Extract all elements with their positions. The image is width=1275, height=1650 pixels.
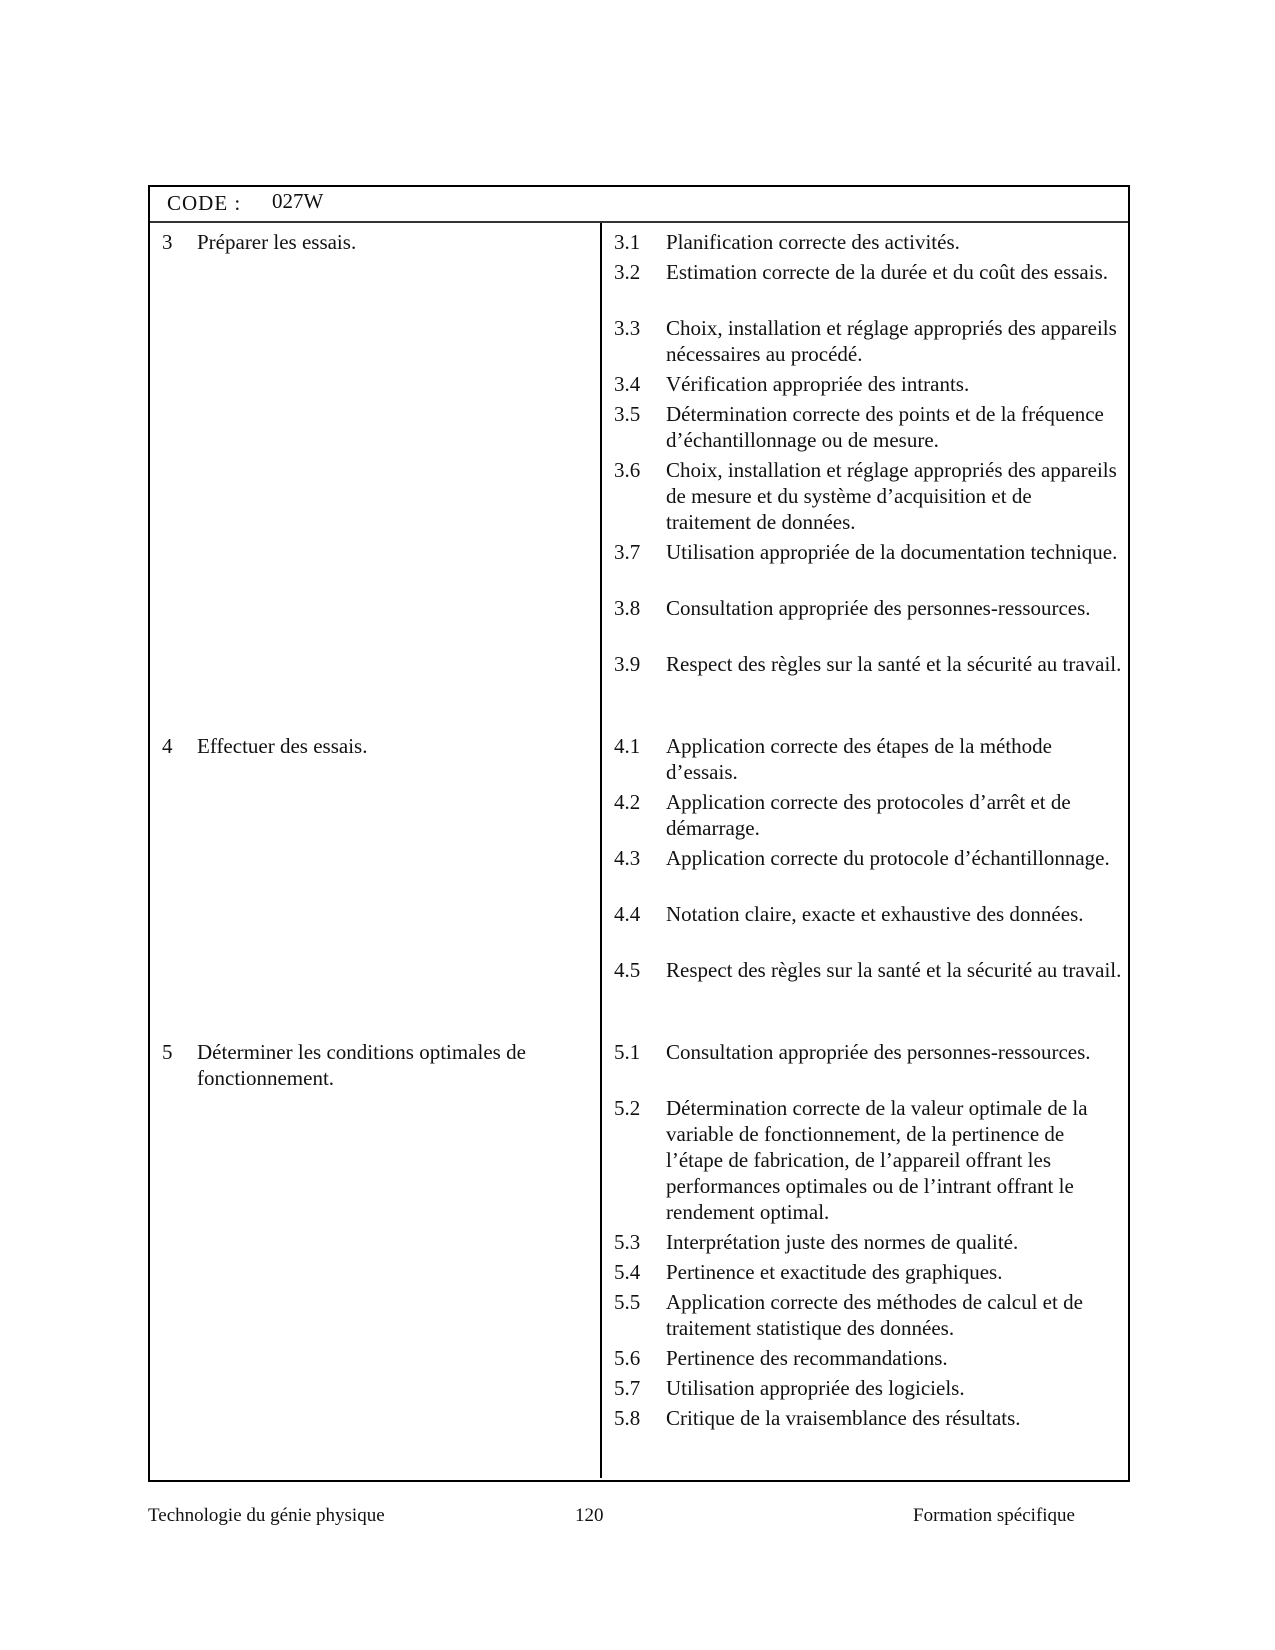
criterion-text: Pertinence et exactitude des graphiques. — [666, 1260, 1003, 1284]
criterion-text: Utilisation appropriée de la documentation technique. — [666, 540, 1118, 564]
criterion-text: Application correcte du protocole d’échantillonnage. — [666, 846, 1110, 870]
criterion-text: Application correcte des méthodes de calcul et de traitement statistique des données. — [666, 1290, 1083, 1340]
criterion-text: Détermination correcte des points et de la fréquence d’échantillonnage ou de mesure. — [666, 402, 1104, 452]
column-divider — [600, 223, 602, 1478]
criterion-number: 5.8 — [614, 1406, 641, 1430]
criterion-text: Respect des règles sur la santé et la sécurité au travail. — [666, 652, 1122, 676]
criterion-number: 4.5 — [614, 958, 641, 982]
task-text: Effectuer des essais. — [197, 734, 368, 758]
criterion-item — [614, 845, 1122, 871]
criterion-item — [614, 315, 1122, 367]
criterion-text: Notation claire, exacte et exhaustive des données. — [666, 902, 1084, 926]
criterion-item — [614, 401, 1122, 453]
task-number: 4 — [162, 734, 173, 758]
criterion-item — [614, 371, 1122, 397]
criterion-item — [614, 733, 1122, 785]
criterion-item — [614, 789, 1122, 841]
criterion-text: Utilisation appropriée des logiciels. — [666, 1376, 965, 1400]
criterion-text: Détermination correcte de la valeur optimale de la variable de fonctionnement, de la pertinence de l’étape de fabrication, de l’appareil offrant les performances optimales ou de l’intrant offrant le rendement optimal. — [666, 1096, 1088, 1224]
criterion-number: 4.4 — [614, 902, 641, 926]
criterion-number: 3.4 — [614, 372, 641, 396]
task-item — [162, 1039, 582, 1091]
criterion-text: Application correcte des protocoles d’arrêt et de démarrage. — [666, 790, 1071, 840]
criterion-item — [614, 229, 1122, 255]
task-number: 5 — [162, 1040, 173, 1064]
footer-section-title: Formation spécifique — [913, 1505, 1075, 1526]
criterion-item — [614, 957, 1122, 983]
code-header — [150, 187, 1128, 223]
criterion-text: Consultation appropriée des personnes-ressources. — [666, 596, 1091, 620]
criterion-text: Critique de la vraisemblance des résultats. — [666, 1406, 1021, 1430]
criterion-item — [614, 1229, 1122, 1255]
criterion-item — [614, 651, 1122, 677]
footer-page-number: 120 — [575, 1505, 604, 1526]
criterion-number: 5.3 — [614, 1230, 641, 1254]
criterion-number: 3.5 — [614, 402, 641, 426]
task-item — [162, 733, 582, 759]
criterion-number: 3.6 — [614, 458, 641, 482]
criterion-item — [614, 901, 1122, 927]
criterion-item — [614, 1345, 1122, 1371]
criterion-number: 4.1 — [614, 734, 641, 758]
criterion-text: Application correcte des étapes de la méthode d’essais. — [666, 734, 1052, 784]
criterion-number: 5.1 — [614, 1040, 641, 1064]
criterion-text: Choix, installation et réglage appropriés des appareils nécessaires au procédé. — [666, 316, 1117, 366]
criterion-item — [614, 1095, 1122, 1225]
criterion-item — [614, 539, 1122, 565]
criterion-item — [614, 1405, 1122, 1431]
criterion-text: Vérification appropriée des intrants. — [666, 372, 970, 396]
competency-table — [148, 185, 1130, 1482]
task-number: 3 — [162, 230, 173, 254]
criterion-number: 4.2 — [614, 790, 641, 814]
task-text: Déterminer les conditions optimales de fonctionnement. — [197, 1040, 526, 1090]
criterion-number: 5.7 — [614, 1376, 641, 1400]
criterion-text: Choix, installation et réglage appropriés des appareils de mesure et du système d’acquisition et de traitement de données. — [666, 458, 1117, 534]
task-text: Préparer les essais. — [197, 230, 357, 254]
criterion-text: Respect des règles sur la santé et la sécurité au travail. — [666, 958, 1122, 982]
criterion-text: Planification correcte des activités. — [666, 230, 960, 254]
criterion-text: Interprétation juste des normes de qualité. — [666, 1230, 1019, 1254]
criterion-number: 5.5 — [614, 1290, 641, 1314]
criterion-number: 3.3 — [614, 316, 641, 340]
code-label: CODE : — [167, 191, 242, 215]
criterion-item — [614, 1289, 1122, 1341]
criterion-number: 3.8 — [614, 596, 641, 620]
criterion-number: 4.3 — [614, 846, 641, 870]
criterion-item — [614, 1259, 1122, 1285]
criterion-item — [614, 595, 1122, 621]
criterion-number: 3.1 — [614, 230, 641, 254]
criterion-number: 3.7 — [614, 540, 641, 564]
criterion-text: Consultation appropriée des personnes-ressources. — [666, 1040, 1091, 1064]
task-item — [162, 229, 582, 255]
criterion-item — [614, 259, 1122, 285]
footer-program-title: Technologie du génie physique — [148, 1505, 385, 1526]
criterion-item — [614, 1039, 1122, 1065]
criterion-item — [614, 457, 1122, 535]
criterion-number: 3.2 — [614, 260, 641, 284]
criterion-number: 3.9 — [614, 652, 641, 676]
criterion-number: 5.2 — [614, 1096, 641, 1120]
criterion-item — [614, 1375, 1122, 1401]
criterion-number: 5.6 — [614, 1346, 641, 1370]
criterion-text: Estimation correcte de la durée et du coût des essais. — [666, 260, 1109, 284]
criterion-text: Pertinence des recommandations. — [666, 1346, 948, 1370]
code-value: 027W — [272, 189, 324, 213]
criterion-number: 5.4 — [614, 1260, 641, 1284]
